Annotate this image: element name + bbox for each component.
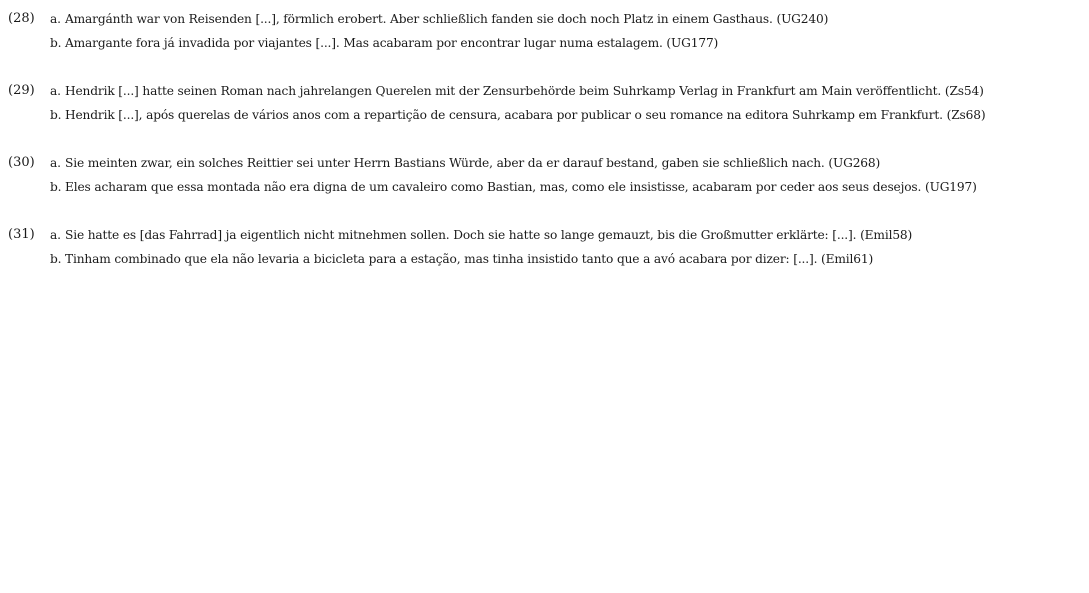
example-number: (30) <box>8 155 35 170</box>
example-lines <box>50 223 1088 271</box>
example-line-a <box>50 151 1088 175</box>
example-line-a <box>50 79 1088 103</box>
example-line-b <box>50 175 1088 199</box>
line-text-german: Hendrik [...] hatte seinen Roman nach jahrelangen Querelen mit der Zensurbehörde beim Suhrkamp Verlag in Frankfurt am Main veröffentlicht. (Zs54) <box>65 84 984 98</box>
line-text-german: Sie meinten zwar, ein solches Reittier sei unter Herrn Bastians Würde, aber da er darauf bestand, gaben sie schließlich nach. (UG268) <box>65 156 881 170</box>
example-lines <box>50 7 1088 55</box>
example-number: (29) <box>8 83 35 98</box>
line-label: b. <box>50 108 62 122</box>
line-text-portuguese: Tinham combinado que ela não levaria a bicicleta para a estação, mas tinha insistido tanto que a avó acabara por dizer: [...]. (Emil61) <box>65 252 874 266</box>
line-text-german: Amargánth war von Reisenden [...], förmlich erobert. Aber schließlich fanden sie doch noch Platz in einem Gasthaus. (UG240) <box>65 12 829 26</box>
line-label: a. <box>50 12 61 26</box>
line-label: b. <box>50 36 62 50</box>
line-label: a. <box>50 228 61 242</box>
line-label: a. <box>50 156 61 170</box>
example-lines <box>50 151 1088 199</box>
example-line-a <box>50 7 1088 31</box>
example-30 <box>8 151 1088 199</box>
example-line-b <box>50 31 1088 55</box>
example-31 <box>8 223 1088 271</box>
example-list <box>8 7 1088 295</box>
line-text-portuguese: Amargante fora já invadida por viajantes [...]. Mas acabaram por encontrar lugar numa estalagem. (UG177) <box>65 36 719 50</box>
line-text-german: Sie hatte es [das Fahrrad] ja eigentlich nicht mitnehmen sollen. Doch sie hatte so lange gemauzt, bis die Großmutter erklärte: [...]. (Emil58) <box>65 228 913 242</box>
example-28 <box>8 7 1088 55</box>
example-line-a <box>50 223 1088 247</box>
line-label: b. <box>50 252 62 266</box>
example-number: (31) <box>8 227 35 242</box>
example-line-b <box>50 247 1088 271</box>
example-number: (28) <box>8 11 35 26</box>
line-text-portuguese: Hendrik [...], após querelas de vários anos com a repartição de censura, acabara por publicar o seu romance na editora Suhrkamp em Frankfurt. (Zs68) <box>65 108 986 122</box>
line-label: b. <box>50 180 62 194</box>
example-29 <box>8 79 1088 127</box>
example-lines <box>50 79 1088 127</box>
line-text-portuguese: Eles acharam que essa montada não era digna de um cavaleiro como Bastian, mas, como ele insistisse, acabaram por ceder aos seus desejos. (UG197) <box>65 180 977 194</box>
line-label: a. <box>50 84 61 98</box>
example-line-b <box>50 103 1088 127</box>
